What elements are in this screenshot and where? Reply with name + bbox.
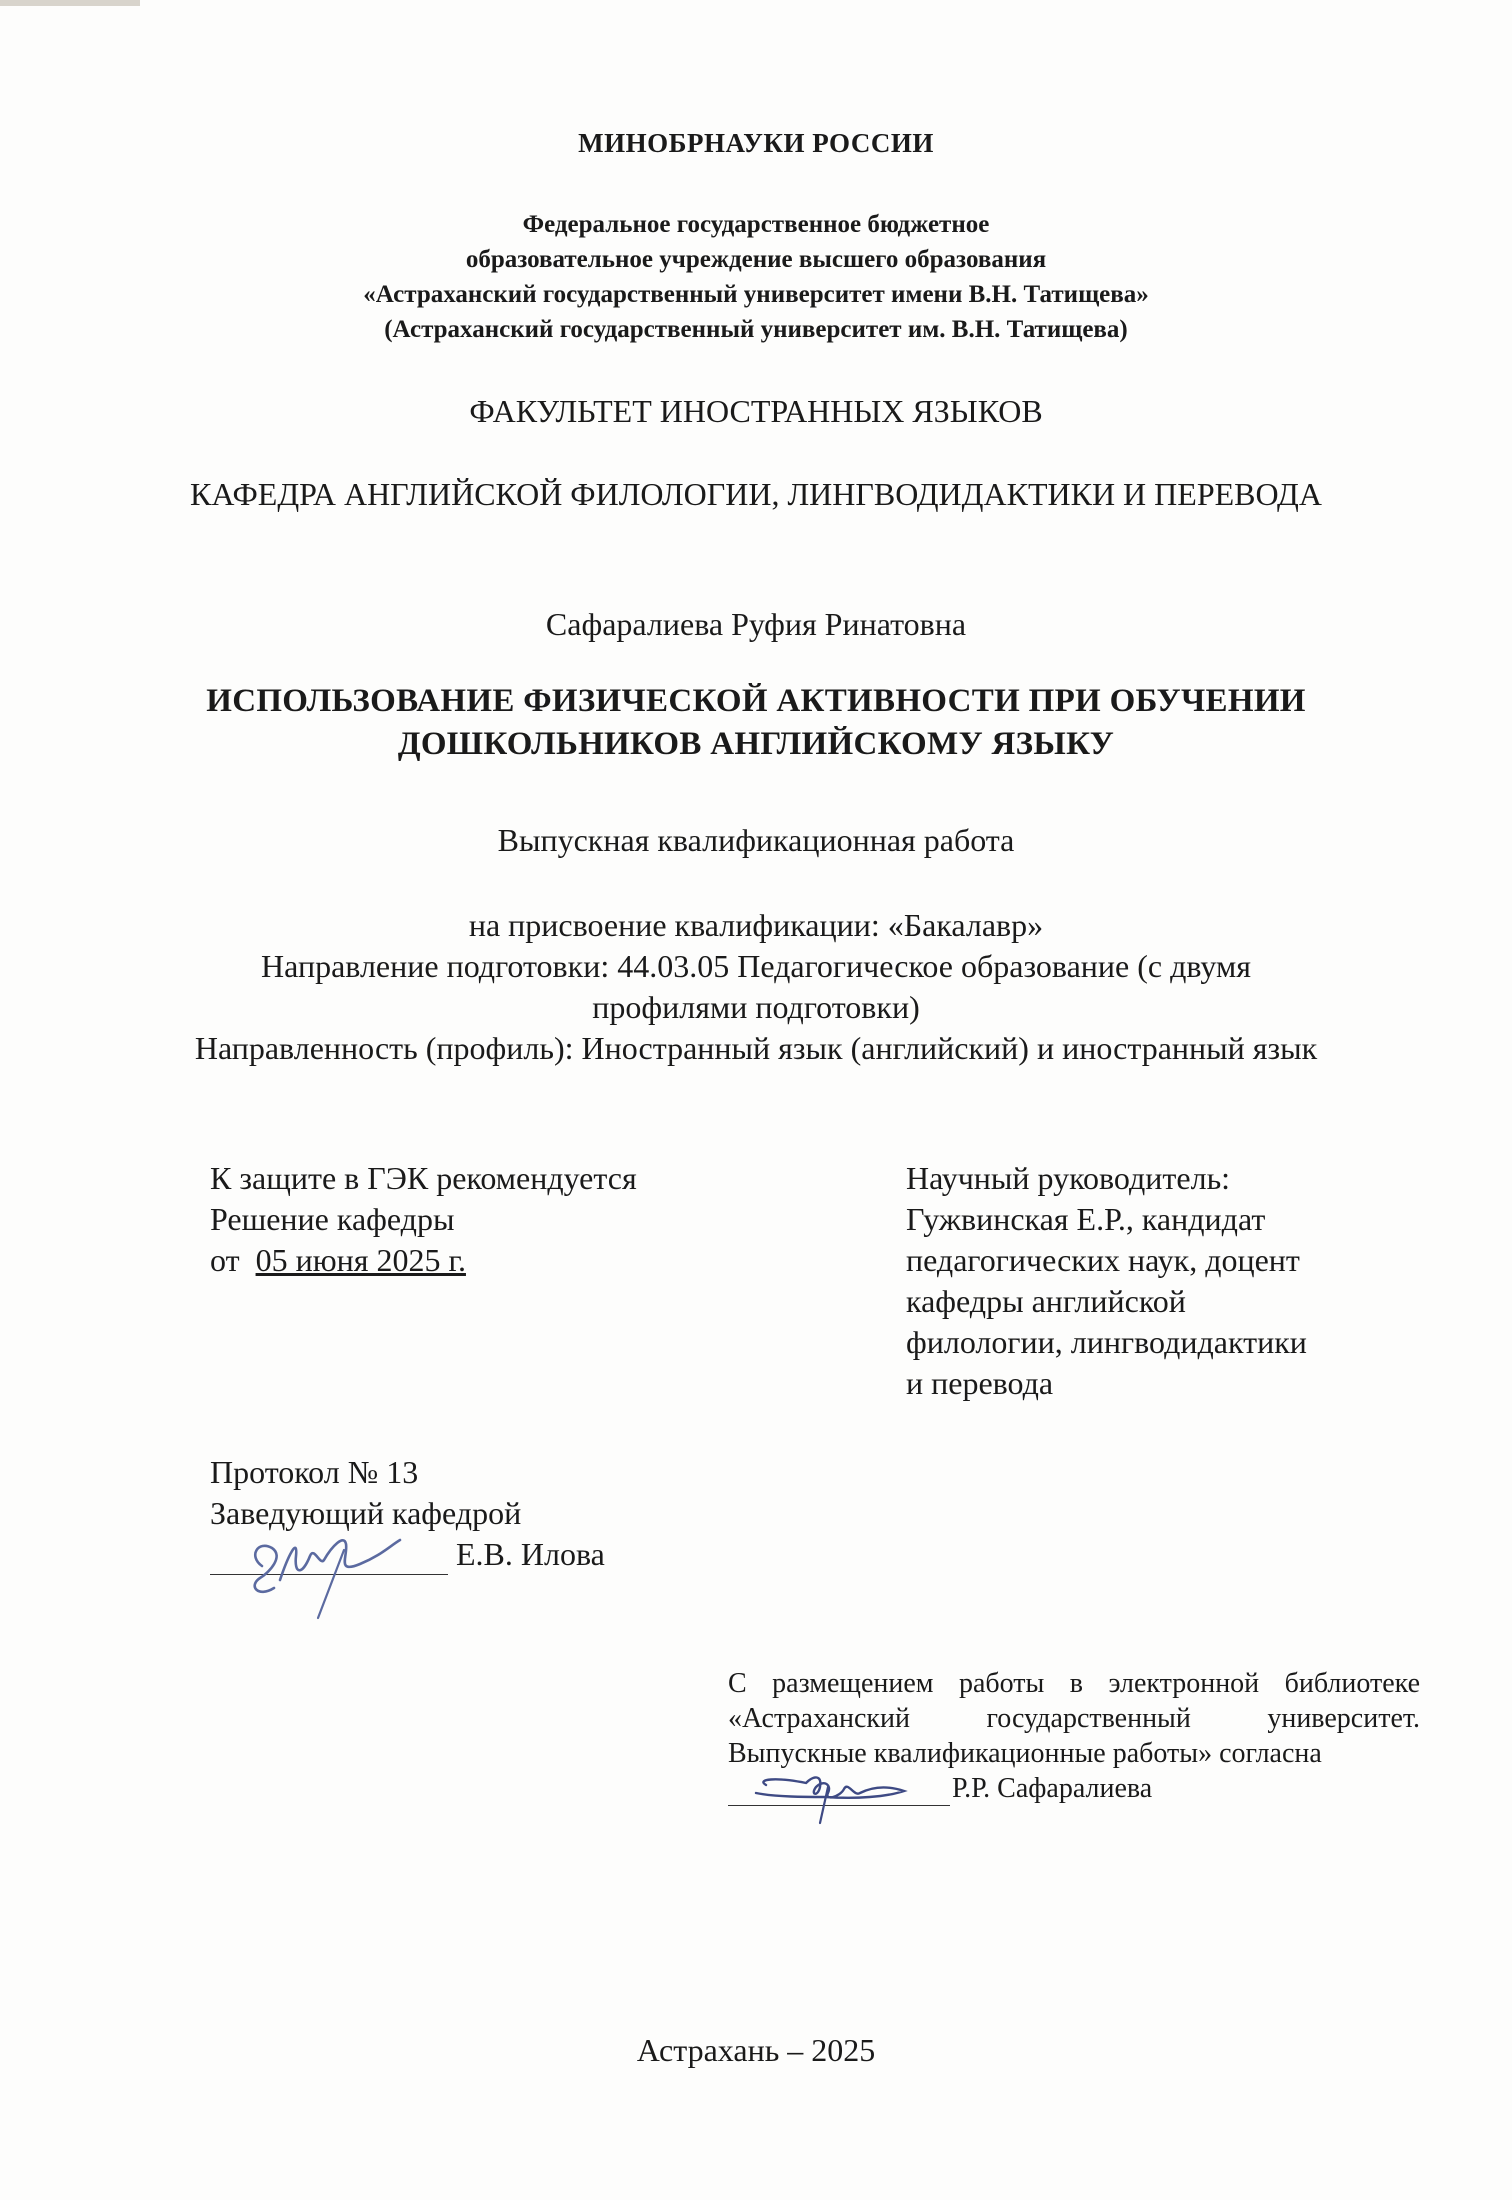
consent-line: Выпускные квалификационные работы» согласна [728,1738,1322,1769]
supervisor-block [906,1158,1307,1404]
work-type: Выпускная квалификационная работа [497,822,1015,858]
head-name: Е.В. Илова [456,1536,605,1572]
supervisor-line: Гужвинская Е.Р., кандидат [906,1201,1266,1237]
protocol-number: Протокол № 13 [210,1454,419,1490]
faculty-name: ФАКУЛЬТЕТ ИНОСТРАННЫХ ЯЗЫКОВ [469,393,1043,429]
qualification-line: на присвоение квалификации: «Бакалавр» [468,907,1044,943]
ministry-header: МИНОБРНАУКИ РОССИИ [578,128,934,158]
consent-signature-row [728,1771,1420,1806]
head-of-department-label: Заведующий кафедрой [210,1495,522,1531]
author-name: Сафаралиева Руфия Ринатовна [545,606,967,642]
consent-line: С размещением работы в электронной библиотеке [728,1668,1420,1699]
city-year: Астрахань – 2025 [636,2032,876,2068]
department-decision-line: Решение кафедры [210,1201,455,1237]
signature-line [210,1544,448,1575]
protocol-block [210,1452,605,1575]
date-prefix: от [210,1242,240,1278]
handwritten-signature [240,1526,440,1621]
supervisor-line: кафедры английской [906,1283,1186,1319]
department-name: КАФЕДРА АНГЛИЙСКОЙ ФИЛОЛОГИИ, ЛИНГВОДИДАКТИКИ И ПЕРЕВОДА [190,476,1322,512]
supervisor-line: и перевода [906,1365,1054,1401]
library-consent-block [728,1666,1420,1806]
thesis-title: ИСПОЛЬЗОВАНИЕ ФИЗИЧЕСКОЙ АКТИВНОСТИ ПРИ ОБУЧЕНИИ ДОШКОЛЬНИКОВ АНГЛИЙСКОМУ ЯЗЫКУ [206,683,1306,762]
qualification-block [0,905,1512,1069]
consent-line: «Астраханский государственный университет. [728,1703,1420,1734]
institution-line: образовательное учреждение высшего образования [465,246,1047,273]
head-signature-line [210,1534,605,1575]
supervisor-line: филологии, лингводидактики [906,1324,1307,1360]
supervisor-label: Научный руководитель: [906,1160,1231,1196]
defense-recommendation-block [210,1158,637,1281]
defense-line: К защите в ГЭК рекомендуется [210,1160,637,1196]
scan-edge-mark [0,0,140,6]
signature-line [728,1777,950,1806]
institution-line: Федеральное государственное бюджетное [522,211,990,238]
institution-block [0,207,1512,347]
supervisor-line: педагогических наук, доцент [906,1242,1300,1278]
institution-line: «Астраханский государственный университет имени В.Н. Татищева» [363,281,1149,308]
institution-line: (Астраханский государственный университет им. В.Н. Татищева) [384,316,1128,343]
signer-name: Р.Р. Сафаралиева [952,1773,1153,1804]
handwritten-signature [736,1757,936,1827]
study-direction: Направление подготовки: 44.03.05 Педагогическое образование (с двумя профилями подготовки) [261,948,1251,1025]
decision-date: 05 июня 2025 г. [255,1242,466,1278]
decision-date-line [210,1240,637,1281]
study-profile: Направленность (профиль): Иностранный язык (английский) и иностранный язык [194,1030,1318,1066]
